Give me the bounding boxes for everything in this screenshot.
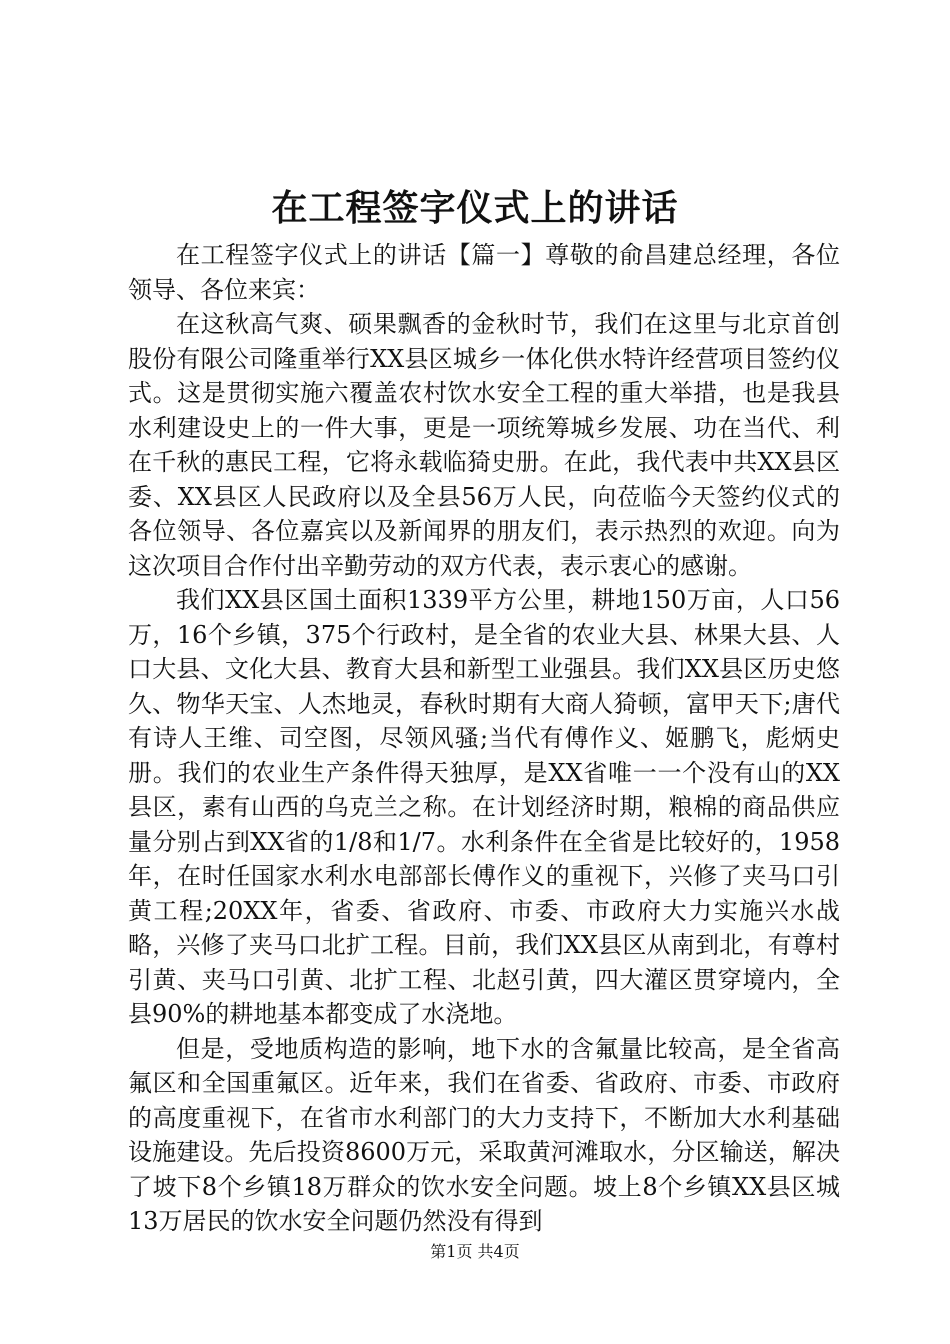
paragraph-welcome: 在这秋高气爽、硕果飘香的金秋时节，我们在这里与北京首创股份有限公司隆重举行XX县区城乡一体化供水特许经营项目签约仪式。这是贯彻实施六覆盖农村饮水安全工程的重大举措，也是我县水利建设史上的一件大事，更是一项统筹城乡发展、功在当代、利在千秋的惠民工程，它将永载临猗史册。在此，我代表中共XX县区委、XX县区人民政府以及全县56万人民，向莅临今天签约仪式的各位领导、各位嘉宾以及新闻界的朋友们，表示热烈的欢迎。向为这次项目合作付出辛勤劳动的双方代表，表示衷心的感谢。 xyxy=(128,310,840,580)
document-body xyxy=(128,238,840,1239)
paragraph-county-overview: 我们XX县区国土面积1339平方公里，耕地150万亩，人口56万，16个乡镇，375个行政村，是全省的农业大县、林果大县、人口大县、文化大县、教育大县和新型工业强县。我们XX县区历史悠久、物华天宝、人杰地灵，春秋时期有大商人猗顿，富甲天下;唐代有诗人王维、司空图，尽领风骚;当代有傅作义、姬鹏飞，彪炳史册。我们的农业生产条件得天独厚，是XX省唯一一个没有山的XX县区，素有山西的乌克兰之称。在计划经济时期，粮棉的商品供应量分别占到XX省的1/8和1/7。水利条件在全省是比较好的，1958年，在时任国家水利水电部部长傅作义的重视下，兴修了夹马口引黄工程;20XX年，省委、省政府、市委、市政府大力实施兴水战略，兴修了夹马口北扩工程。目前，我们XX县区从南到北，有尊村引黄、夹马口引黄、北扩工程、北赵引黄，四大灌区贯穿境内，全县90%的耕地基本都变成了水浇地。 xyxy=(128,586,840,1028)
paragraph-greeting: 在工程签字仪式上的讲话【篇一】尊敬的俞昌建总经理，各位领导、各位来宾： xyxy=(128,241,840,304)
page-footer: 第1页 共4页 xyxy=(430,1242,520,1261)
paragraph-water-fluoride: 但是，受地质构造的影响，地下水的含氟量比较高，是全省高氟区和全国重氟区。近年来，我们在省委、省政府、市委、市政府的高度重视下，在省市水利部门的大力支持下，不断加大水利基础设施建设。先后投资8600万元，采取黄河滩取水，分区输送，解决了坡下8个乡镇18万群众的饮水安全问题。坡上8个乡镇XX县区城13万居民的饮水安全问题仍然没有得到 xyxy=(128,1034,840,1235)
document-title: 在工程签字仪式上的讲话 xyxy=(271,187,679,229)
